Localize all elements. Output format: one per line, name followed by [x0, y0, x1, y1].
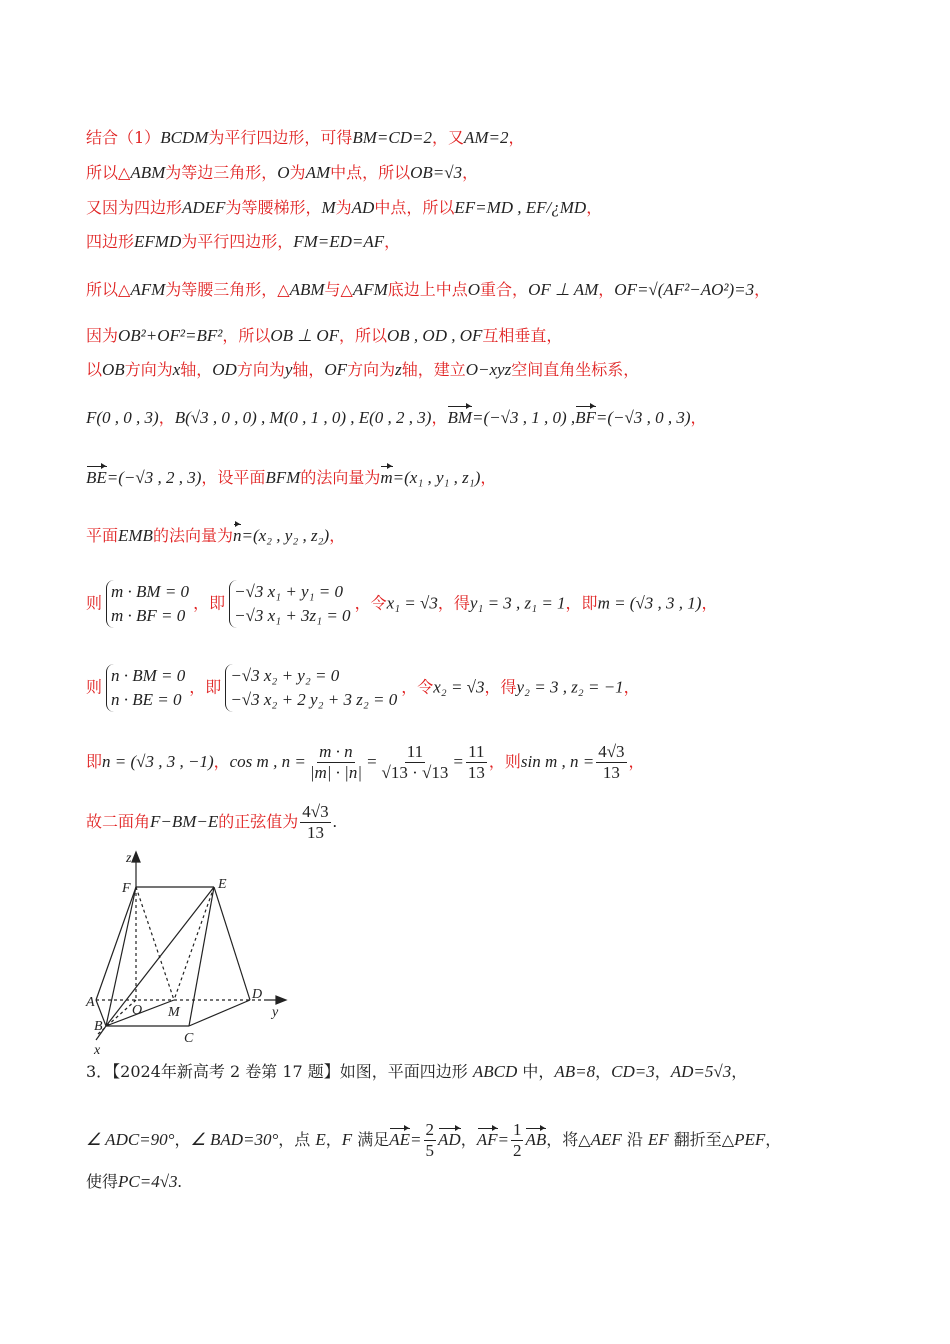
text: ，令 [401, 677, 434, 697]
vector: AB [525, 1130, 547, 1149]
text: ， [754, 280, 771, 299]
text: 为平行四边形，可得 [208, 128, 353, 147]
text: ，又 [431, 128, 464, 147]
text: ， [731, 1062, 748, 1081]
math: OF=√(AF²−AO²)=3 [614, 280, 755, 299]
text: ， [595, 1062, 612, 1081]
math: =(x₂ , y₂ , z₂) [241, 526, 330, 545]
math: AD=5√3 [670, 1062, 732, 1081]
math: AEF [590, 1130, 622, 1149]
math: AM=2 [464, 128, 509, 147]
fraction [380, 742, 451, 783]
numerator: 4√3 [302, 802, 329, 821]
text: 3．【2024年新高考 2 卷第 17 题】如图，平面四边形 [86, 1062, 473, 1081]
label-x: x [94, 1043, 101, 1058]
equation-system [106, 664, 185, 712]
text: 方向为 [347, 360, 396, 379]
solution-line-3 [86, 198, 602, 218]
math: F [341, 1130, 353, 1149]
text: ，所以 [339, 326, 388, 345]
solution-line-13 [86, 742, 645, 783]
equation: −√3 x₂ + y₂ = 0 [230, 666, 340, 685]
math: OF [324, 360, 348, 379]
label-E: E [218, 877, 227, 892]
denominator: 2 [512, 1141, 522, 1160]
text: 重合， [480, 280, 529, 299]
solution-line-5 [86, 280, 770, 300]
numerator: 11 [468, 742, 485, 761]
fraction [596, 742, 626, 783]
solution-line-1 [86, 128, 525, 148]
text: ， [701, 593, 718, 613]
edge-EC [189, 887, 214, 1026]
text: 又因为四边形 [86, 198, 183, 217]
text: . [177, 1172, 182, 1191]
solution-line-7 [86, 360, 639, 380]
math: EFMD [134, 232, 182, 251]
text: 结合（1） [86, 128, 161, 147]
text: 轴， [180, 360, 213, 379]
text: ， [460, 1130, 477, 1149]
edge-EM [174, 887, 214, 1000]
denominator: 13 [306, 823, 324, 842]
math: = [497, 1130, 509, 1149]
solution-line-4 [86, 232, 400, 252]
math: m = (√3 , 3 , 1) [597, 593, 702, 613]
denominator: 5 [425, 1141, 435, 1160]
edge-ED [214, 887, 250, 1000]
equation: n · BM = 0 [111, 666, 186, 685]
fraction [300, 802, 330, 843]
solution-line-2 [86, 163, 478, 183]
text: 的正弦值为 [218, 812, 299, 831]
math: O [467, 280, 481, 299]
math: OB ⊥ OF [270, 326, 339, 345]
label-B: B [94, 1019, 103, 1034]
math: OB [102, 360, 125, 379]
text: 为平行四边形， [181, 232, 294, 251]
label-y: y [272, 1005, 279, 1020]
math: AD [351, 198, 375, 217]
math: FM=ED=AF [293, 232, 385, 251]
text: 以 [86, 360, 103, 379]
solution-line-6 [86, 326, 562, 346]
text: ，则 [488, 752, 521, 771]
text: ，即 [193, 593, 226, 613]
text: 故二面角 [86, 812, 151, 831]
vector: m [380, 468, 393, 487]
text: . [332, 812, 337, 831]
math: x₂ = √3 [433, 677, 485, 697]
math: CD=3 [611, 1062, 655, 1081]
math: y₁ = 3 , z₁ = 1 [469, 593, 566, 613]
text: 则 [86, 677, 103, 697]
geometry-figure [84, 848, 294, 1058]
text: ， [623, 677, 640, 697]
math: EF [647, 1130, 669, 1149]
problem-3-line-3 [86, 1172, 182, 1192]
math: M [321, 198, 336, 217]
text: 为 [289, 163, 306, 182]
math: O [277, 163, 290, 182]
math: E [315, 1130, 326, 1149]
vector: n [232, 526, 242, 545]
text: 为 [335, 198, 352, 217]
text: 轴， [292, 360, 325, 379]
text: 使得 [86, 1172, 119, 1191]
math: =(x₁ , y₁ , z₁) [392, 468, 481, 487]
edge-FM [136, 887, 174, 1000]
math: EMB [118, 526, 153, 545]
text: 中点，所以 [374, 198, 455, 217]
text: ， [329, 526, 346, 545]
equation: m · BM = 0 [111, 582, 190, 601]
text: 的法向量为 [300, 468, 381, 487]
equation: n · BE = 0 [111, 690, 182, 709]
math: =(−√3 , 1 , 0) , [472, 408, 576, 427]
solution-line-9 [86, 468, 496, 488]
denominator: √13 · √13 [381, 763, 449, 782]
text: ， [690, 408, 707, 427]
math: ABM [289, 280, 325, 299]
solution-line-12 [86, 664, 640, 712]
label-M: M [168, 1005, 180, 1020]
text: ， [765, 1130, 782, 1149]
label-D: D [252, 987, 263, 1002]
fraction [511, 1120, 524, 1161]
label-F: F [122, 881, 131, 896]
equation: −√3 x₁ + 3z₁ = 0 [234, 606, 351, 625]
numerator: 11 [406, 742, 424, 761]
text: 轴，建立 [401, 360, 466, 379]
text: ， [654, 1062, 671, 1081]
text: ，将△ [546, 1130, 591, 1149]
math: BM=CD=2 [352, 128, 432, 147]
text: ， [480, 468, 497, 487]
label-C: C [184, 1031, 194, 1046]
denominator: |m| · |n| [309, 763, 363, 782]
text: 所以△ [86, 163, 131, 182]
fraction [466, 742, 487, 783]
text: 平面 [86, 526, 119, 545]
text: ，所以 [222, 326, 271, 345]
math: PC=4√3 [118, 1172, 178, 1191]
text: 互相垂直， [482, 326, 563, 345]
text: 沿 [621, 1130, 648, 1149]
math: ADEF [182, 198, 226, 217]
math: AFM [130, 280, 166, 299]
math: OB²+OF²=BF² [118, 326, 223, 345]
math: ∠ ADC=90° [86, 1130, 175, 1149]
text: 方向为 [236, 360, 285, 379]
text: ， [628, 752, 645, 771]
fraction [308, 742, 364, 783]
text: 因为 [86, 326, 119, 345]
text: 中， [517, 1062, 555, 1081]
math: z [395, 360, 402, 379]
text: ，得 [437, 593, 470, 613]
text: ，即 [565, 593, 598, 613]
text: 空间直角坐标系， [511, 360, 640, 379]
text: 底边上中点 [387, 280, 468, 299]
math: B(√3 , 0 , 0) , M(0 , 1 , 0) , E(0 , 2 , 3) [174, 408, 432, 427]
math: x₁ = √3 [386, 593, 438, 613]
math: cos m , n = [229, 752, 306, 771]
label-z: z [126, 851, 132, 866]
text: 中点，所以 [330, 163, 411, 182]
text: 的法向量为 [152, 526, 233, 545]
numerator: m · n [319, 742, 353, 761]
problem-3-line-1 [86, 1062, 747, 1082]
text: 方向为 [124, 360, 173, 379]
z-axis-arrow [132, 852, 140, 862]
text: 为等腰梯形， [225, 198, 322, 217]
math: EF=MD , EF/¿MD [454, 198, 587, 217]
edge-CD [189, 1000, 250, 1026]
vector: BE [86, 468, 107, 487]
math: AM [305, 163, 331, 182]
equation: −√3 x₂ + 2 y₂ + 3 z₂ = 0 [230, 690, 398, 709]
text: ，点 [278, 1130, 316, 1149]
math: ∠ BAD=30° [190, 1130, 279, 1149]
solution-line-11 [86, 580, 717, 628]
fraction [424, 1120, 437, 1161]
problem-3-line-2 [86, 1120, 781, 1161]
text: 即 [86, 752, 103, 771]
math: F−BM−E [150, 812, 219, 831]
text: 四边形 [86, 232, 135, 251]
text: 所以△ [86, 280, 131, 299]
text: 与△ [324, 280, 353, 299]
vector: BF [575, 408, 596, 427]
text: 翻折至△ [668, 1130, 735, 1149]
math: sin m , n = [520, 752, 595, 771]
text: ， [384, 232, 401, 251]
equation: −√3 x₁ + y₁ = 0 [234, 582, 343, 601]
vector: AD [438, 1130, 461, 1149]
text: ， [431, 408, 448, 427]
y-axis-arrow [276, 996, 286, 1004]
math: = [410, 1130, 422, 1149]
text: ，即 [189, 677, 222, 697]
text: ，设平面 [201, 468, 266, 487]
math: = [452, 752, 464, 771]
text: ， [174, 1130, 191, 1149]
math: O−xyz [465, 360, 512, 379]
denominator: 13 [467, 763, 485, 782]
equation-system [229, 580, 350, 628]
math: F(0 , 0 , 3) [86, 408, 159, 427]
text: ， [213, 752, 230, 771]
math: y [284, 360, 293, 379]
math: OD [212, 360, 237, 379]
math: ABM [130, 163, 166, 182]
vector: BM [447, 408, 473, 427]
text: 为等腰三角形，△ [165, 280, 290, 299]
text: ， [508, 128, 525, 147]
text: 为等边三角形， [165, 163, 278, 182]
text: ，得 [484, 677, 517, 697]
math: =(−√3 , 0 , 3) [595, 408, 691, 427]
math: OF ⊥ AM [528, 280, 599, 299]
math: AFM [352, 280, 388, 299]
label-O: O [132, 1003, 143, 1018]
solution-line-14 [86, 802, 337, 843]
math: y₂ = 3 , z₂ = −1 [516, 677, 624, 697]
numerator: 1 [512, 1120, 522, 1139]
math: =(−√3 , 2 , 3) [106, 468, 202, 487]
text: ， [586, 198, 603, 217]
edge-FA [96, 887, 136, 1000]
text: 则 [86, 593, 103, 613]
math: ABCD [472, 1062, 518, 1081]
solution-line-8 [86, 408, 707, 428]
math: n = (√3 , 3 , −1) [102, 752, 214, 771]
text: ， [158, 408, 175, 427]
text: ，令 [354, 593, 387, 613]
denominator: 13 [602, 763, 620, 782]
math: OB=√3 [410, 163, 463, 182]
label-A: A [86, 995, 95, 1010]
vector: AE [389, 1130, 411, 1149]
math: PEF [734, 1130, 766, 1149]
math: = [366, 752, 378, 771]
math: AB=8 [554, 1062, 596, 1081]
numerator: 2 [425, 1120, 435, 1139]
vector: AF [476, 1130, 498, 1149]
text: 满足 [352, 1130, 390, 1149]
text: ， [598, 280, 615, 299]
text: ， [462, 163, 479, 182]
equation-system [225, 664, 397, 712]
math: BCDM [160, 128, 209, 147]
math: BFM [265, 468, 301, 487]
equation-system [106, 580, 189, 628]
math: OB , OD , OF [387, 326, 483, 345]
equation: m · BF = 0 [111, 606, 186, 625]
solution-line-10 [86, 526, 345, 546]
text: ， [325, 1130, 342, 1149]
numerator: 4√3 [598, 742, 625, 761]
math: x [172, 360, 181, 379]
